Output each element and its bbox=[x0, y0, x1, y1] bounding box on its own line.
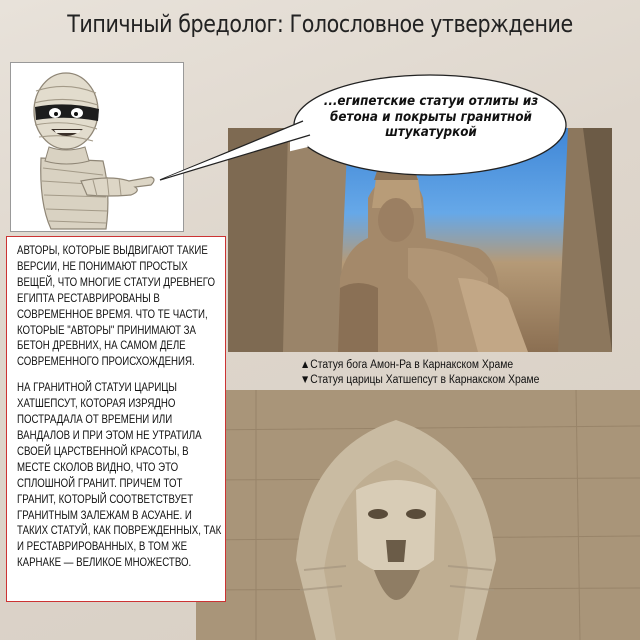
paragraph-2: НА ГРАНИТНОЙ СТАТУИ ЦАРИЦЫ ХАТШЕПСУТ, КОТОРАЯ ИЗРЯДНО ПОСТРАДАЛА ОТ ВРЕМЕНИ ИЛИ ВАНДАЛОВ И ПРИ ЭТОМ НЕ УТРАТИЛА СВОЕЙ ЦАРСТВЕННОЙ КРАСОТЫ, В МЕСТЕ СКОЛОВ ВИДНО, ЧТО ЭТО СПЛОШНОЙ ГРАНИТ. ПРИЧЕМ ТОТ ГРАНИТ, КОТОРЫЙ СООТВЕТСТВУЕТ ГРАНИТНЫМ ЗАЛЕЖАМ В АСУАНЕ. И ТАКИХ СТАТУЙ, КАК ПОВРЕЖДЕННЫХ, ТАК И РЕСТАВРИРОВАННЫХ, В ТОМ ЖЕ КАРНАКЕ — ВЕЛИКОЕ МНОЖЕСТВО. bbox=[17, 380, 222, 570]
paragraph-1: АВТОРЫ, КОТОРЫЕ ВЫДВИГАЮТ ТАКИЕ ВЕРСИИ, НЕ ПОНИМАЮТ ПРОСТЫХ ВЕЩЕЙ, ЧТО МНОГИЕ СТАТУИ ДРЕВНЕГО ЕГИПТА РЕСТАВРИРОВАНЫ В СОВРЕМЕННОЕ ВРЕМЯ. ЧТО ТЕ ЧАСТИ, КОТОРЫЕ "АВТОРЫ" ПРИНИМАЮТ ЗА БЕТОН ДРЕВНИХ, НА САМОМ ДЕЛЕ СОВРЕМЕННОГО ПРОИСХОЖДЕНИЯ. bbox=[17, 243, 216, 369]
mummy-illustration bbox=[10, 62, 184, 232]
caption-top: ▲Статуя бога Амон-Ра в Карнакском Храме bbox=[300, 359, 514, 371]
page-title: Типичный бредолог: Голословное утверждение bbox=[67, 10, 573, 38]
bubble-text: ...египетские статуи отлиты из бетона и покрыты гранитной штукатуркой bbox=[323, 94, 539, 140]
explanation-textbox bbox=[6, 236, 226, 602]
mummy-figure bbox=[11, 63, 183, 231]
caption-bottom: ▼Статуя царицы Хатшепсут в Карнакском Храме bbox=[300, 374, 540, 386]
